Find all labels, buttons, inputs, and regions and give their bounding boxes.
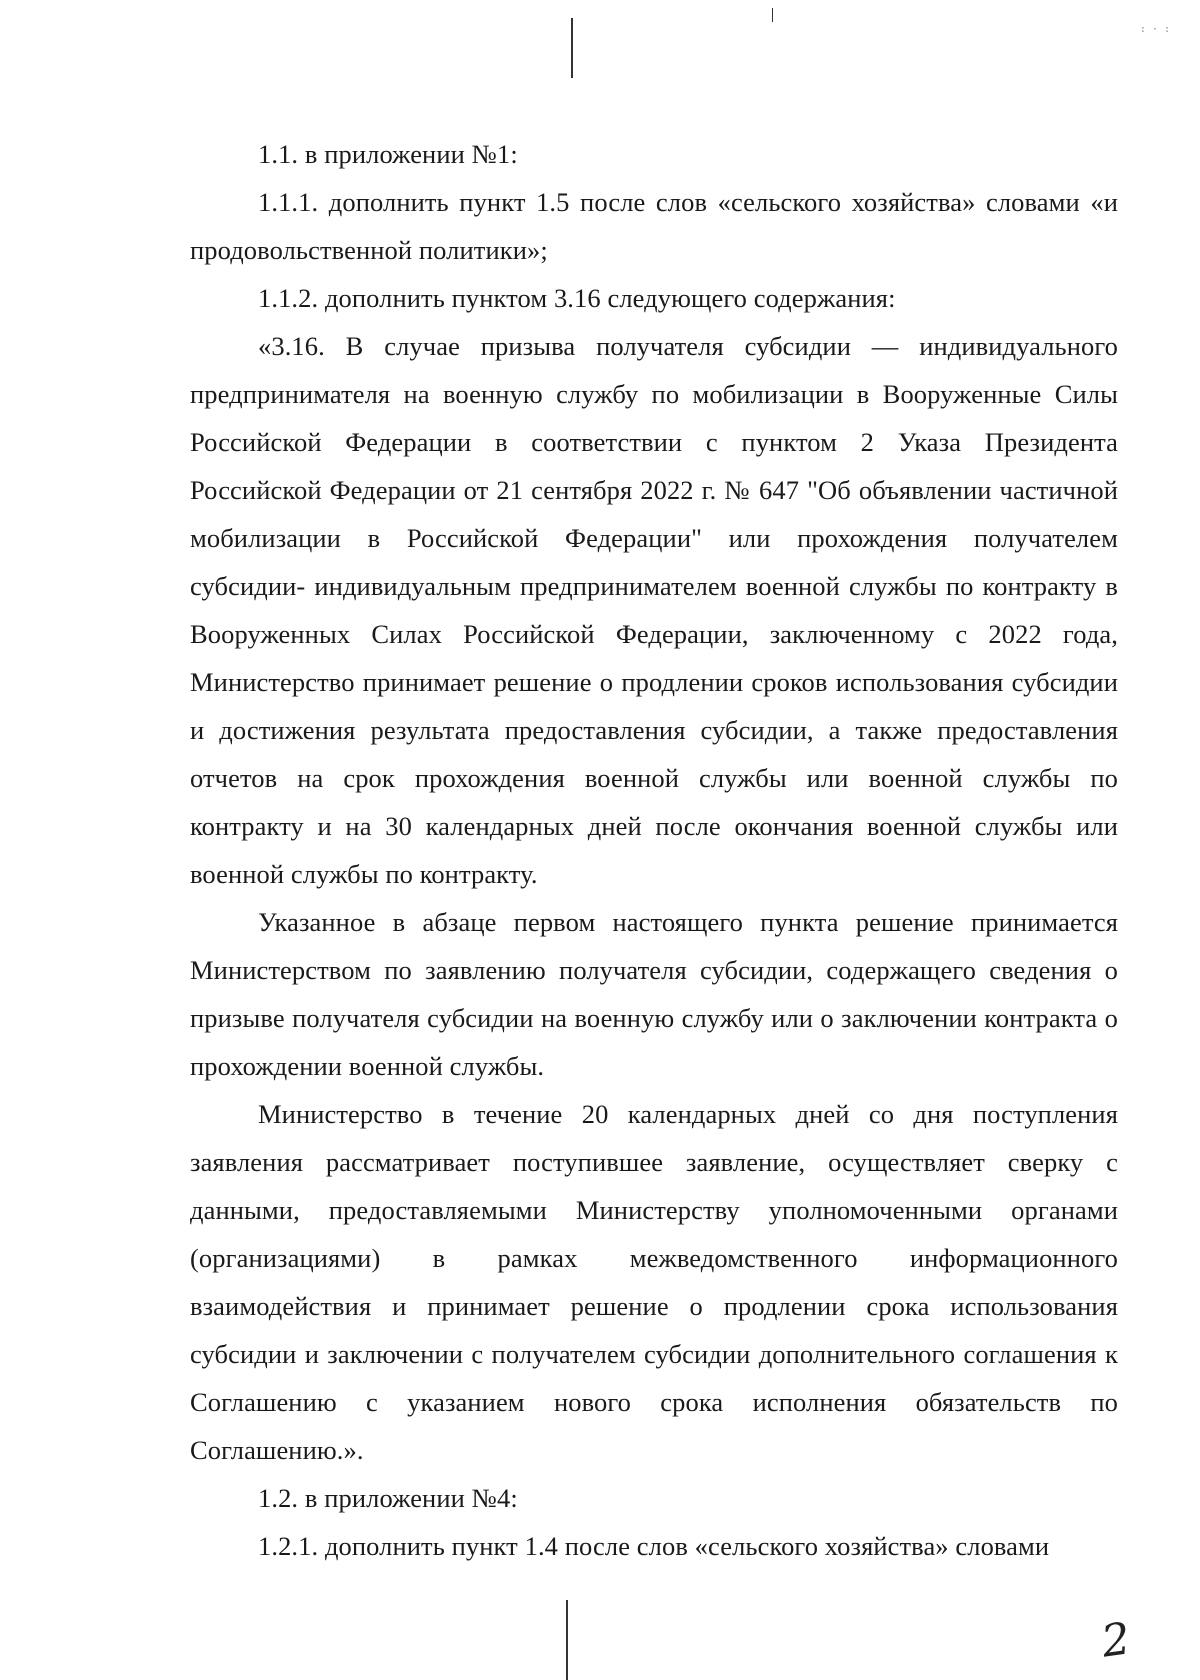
paragraph-1-2-1: 1.2.1. дополнить пункт 1.4 после слов «сельского хозяйства» словами — [258, 1531, 1050, 1561]
scan-artifact-line-bottom — [566, 1600, 568, 1680]
paragraph-1-1-1: 1.1.1. дополнить пункт 1.5 после слов «сельского хозяйства» словами «и продовольственной политики»; — [190, 187, 1118, 265]
paragraph-1-1: 1.1. в приложении №1: — [258, 139, 518, 169]
document-body — [190, 130, 1118, 1570]
paragraph-3-16: «3.16. В случае призыва получателя субсидии — индивидуального предпринимателя на военную службу по мобилизации в Вооруженные Силы Российской Федерации в соответствии с пунктом 2 Указа Президента Российской Федерации от 21 сентября 2022 г. № 647 "Об объявлении частичной мобилизации в Российской Федерации" или прохождения получателем субсидии- индивидуальным предпринимателем военной службы по контракту в Вооруженных Силах Российской Федерации, заключенному с 2022 года, Министерство принимает решение о продлении сроков использования субсидии и достижения результата предоставления субсидии, а также предоставления отчетов на срок прохождения военной службы или военной службы по контракту и на 30 календарных дней после окончания военной службы или военной службы по контракту. — [190, 331, 1118, 889]
paragraph-1-1-2: 1.1.2. дополнить пунктом 3.16 следующего содержания: — [258, 283, 896, 313]
scan-artifact-line-top — [571, 18, 573, 78]
paragraph-decision-application: Указанное в абзаце первом настоящего пункта решение принимается Министерством по заявлению получателя субсидии, содержащего сведения о призыве получателя субсидии на военную службу или о заключении контракта о прохождении военной службы. — [190, 907, 1118, 1081]
scan-artifact-dots: : · : — [1139, 24, 1170, 35]
paragraph-1-2: 1.2. в приложении №4: — [258, 1483, 518, 1513]
page-number: 2 — [1098, 1613, 1134, 1668]
paragraph-ministry-review: Министерство в течение 20 календарных дней со дня поступления заявления рассматривает поступившее заявление, осуществляет сверку с данными, предоставляемыми Министерству уполномоченными органами (организациями) в рамках межведомственного информационного взаимодействия и принимает решение о продлении срока использования субсидии и заключении с получателем субсидии дополнительного соглашения к Соглашению с указанием нового срока исполнения обязательств по Соглашению.». — [190, 1099, 1118, 1465]
scan-artifact-line-top-small — [772, 8, 773, 22]
